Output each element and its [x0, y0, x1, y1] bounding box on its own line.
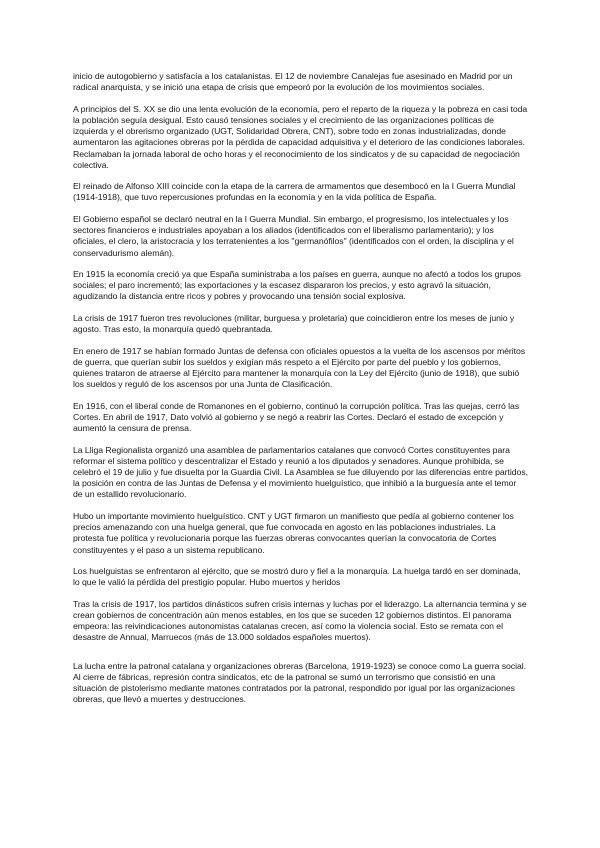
paragraph-neutralidad: El Gobierno español se declaró neutral en la I Guerra Mundial. Sin embargo, el progresismo, los intelectuales y los sectores financieros e industriales apoyaban a los aliados (identificados con el liberalismo parlamentario); y los oficiales, el clero, la aristocracia y los terratenientes a los "germanófilos" (identificados con el orden, la disciplina y el conservadurismo alemán). [73, 213, 514, 258]
paragraph-partidos-dinasticos: Tras la crisis de 1917, los partidos dinásticos sufren crisis internas y luchas por el liderazgo. La alternancia termina y se crean gobiernos de concentración aún menos estables, en los que se suceden 12 gobiernos distintos. El panorama empeora: las reivindicaciones autonomistas catalanas crecen, así como la violencia social. Esto se remata con el desastre de Annual, Marruecos (más de 13.000 soldados españoles muertos). [73, 598, 527, 643]
document-body [73, 71, 528, 716]
paragraph-movimiento-huelguistico: Hubo un importante movimiento huelguístico. CNT y UGT firmaron un manifiesto que pedía al gobierno contener los precios amenazando con una huelga general, que fue convocada en agosto en las poblaciones industriales. La protesta fue política y revolucionaria porque las fuerzas obreras convocantes querían la convocatoria de Cortes constituyentes y el paso a un sistema republicano. [73, 510, 514, 555]
paragraph-lliga-regionalista: La Lliga Regionalista organizó una asamblea de parlamentarios catalanes que convocó Cortes constituyentes para reformar el sistema político y descentralizar el Estado y reunió a los diputados y senadores. Aunque prohibida, se celebró el 19 de julio y fue disuelta por la Guardia Civil. La Asamblea se fue diluyendo por las diferencias entre partidos, la posición en contra de las Juntas de Defensa y el movimiento huelguístico, que inhibió a la burguesía ante el temor de un estallido revolucionario. [73, 444, 528, 500]
paragraph-economia-siglo-xx: A principios del S. XX se dio una lenta evolución de la economía, pero el reparto de la riqueza y la pobreza en casi toda la población seguía desigual. Esto causó tensiones sociales y el crecimiento de las organizaciones políticas de izquierda y el obrerismo organizado (UGT, Solidaridad Obrera, CNT), sobre todo en zonas industrializadas, donde aumentaron las agitaciones obreras por la pérdida de capacidad adquisitiva y el deterioro de las condiciones laborales. Reclamaban la jornada laboral de ocho horas y el reconocimiento de los sindicatos y de su capacidad de negociación colectiva. [73, 103, 528, 170]
paragraph-guerra-social: La lucha entre la patronal catalana y organizaciones obreras (Barcelona, 1919-1923) se conoce como La guerra social. Al cierre de fábricas, represión contra sindicatos, etc de la patronal se sumó un terrorismo que consistió en una situación de pistolerismo mediante matones contratados por la patronal, respondido por igual por las organizaciones obreras, que llevó a muertes y destrucciones. [73, 660, 526, 705]
paragraph-alfonso-xiii: El reinado de Alfonso XIII coincide con la etapa de la carrera de armamentos que desembocó en la I Guerra Mundial (1914-1918), que tuvo repercusiones profundas en la economía y en la vida política de España. [73, 181, 516, 203]
paragraph-economia-1915: En 1915 la economía creció ya que España suministraba a los países en guerra, aunque no afectó a todos los grupos sociales; el paro incrementó; las exportaciones y la escasez dispararon los precios, y esto agravó la situación, agudizando la distancia entre ricos y pobres y provocando una tensión social explosiva. [73, 269, 521, 302]
paragraph-juntas-defensa: En enero de 1917 se habían formado Juntas de defensa con oficiales opuestos a la vuelta de los ascensos por méritos de guerra, que querían subir los sueldos y exigían más respeto a el Ejército por parte del pueblo y los gobiernos, quienes trataron de atraerse al Ejército para mantener la monarquía con la Ley del Ejército (junio de 1918), que subió los sueldos y reguló de los ascensos por una Junta de Clasificación. [73, 345, 526, 390]
paragraph-canalejas: inicio de autogobierno y satisfacía a los catalanistas. El 12 de noviembre Canalejas fue asesinado en Madrid por un radical anarquista, y se inició una etapa de crisis que empeoró por la evolución de los movimientos sociales. [73, 71, 513, 93]
paragraph-huelguistas: Los huelguistas se enfrentaron al ejército, que se mostró duro y fiel a la monarquía. La huelga tardó en ser dominada, lo que le valió la pérdida del prestigio popular. Hubo muertos y heridos [73, 566, 521, 588]
paragraph-crisis-1917: La crisis de 1917 fueron tres revoluciones (militar, burguesa y proletaria) que coincidieron entre los meses de junio y agosto. Tras esto, la monarquía quedó quebrantada. [73, 312, 515, 335]
paragraph-romanones: En 1916, con el liberal conde de Romanones en el gobierno, continuó la corrupción política. Tras las quejas, cerró las Cortes. En abril de 1917, Dato volvió al gobierno y se negó a reabrir las Cortes. Declaró el estado de excepción y aumentó la censura de prensa. [73, 400, 520, 434]
